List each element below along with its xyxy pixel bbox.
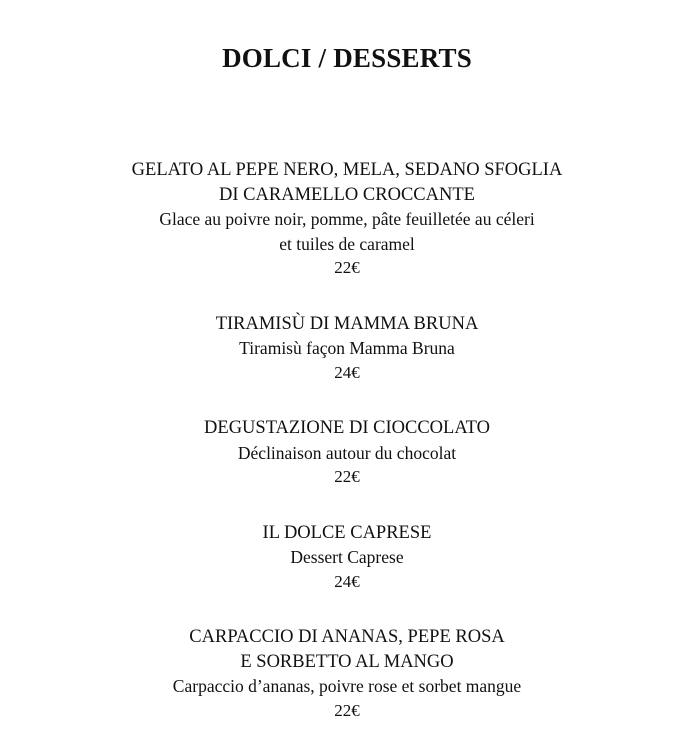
price: 24€ — [334, 571, 360, 591]
italian-name-line: IL DOLCE CAPRESE — [262, 522, 432, 543]
menu-item — [0, 416, 694, 490]
menu-item — [0, 312, 694, 386]
french-description-line: Tiramisù façon Mamma Bruna — [239, 338, 455, 358]
french-description-line: Carpaccio d’ananas, poivre rose et sorbet mangue — [172, 676, 522, 696]
menu-item — [0, 625, 694, 723]
italian-name-line: TIRAMISÙ DI MAMMA BRUNA — [215, 313, 479, 334]
price: 24€ — [334, 362, 360, 382]
italian-name-line: CARPACCIO DI ANANAS, PEPE ROSA — [189, 627, 505, 647]
french-description-line: et tuiles de caramel — [279, 233, 415, 254]
italian-name-line: GELATO AL PEPE NERO, MELA, SEDANO SFOGLIA — [131, 160, 563, 180]
dessert-list — [0, 158, 694, 754]
italian-name-line: DI CARAMELLO CROCCANTE — [219, 184, 475, 205]
menu-title: DOLCI / DESSERTS — [222, 43, 472, 73]
price: 22€ — [334, 700, 360, 720]
price: 22€ — [334, 258, 360, 277]
italian-name-line: DEGUSTAZIONE DI CIOCCOLATO — [204, 418, 490, 438]
french-description-line: Dessert Caprese — [290, 547, 404, 567]
italian-name-line: E SORBETTO AL MANGO — [240, 651, 454, 672]
menu-item — [0, 158, 694, 281]
french-description-line: Glace au poivre noir, pomme, pâte feuilletée au céleri — [159, 209, 535, 229]
french-description-line: Déclinaison autour du chocolat — [237, 442, 457, 463]
menu-item — [0, 521, 694, 595]
price: 22€ — [334, 467, 360, 486]
